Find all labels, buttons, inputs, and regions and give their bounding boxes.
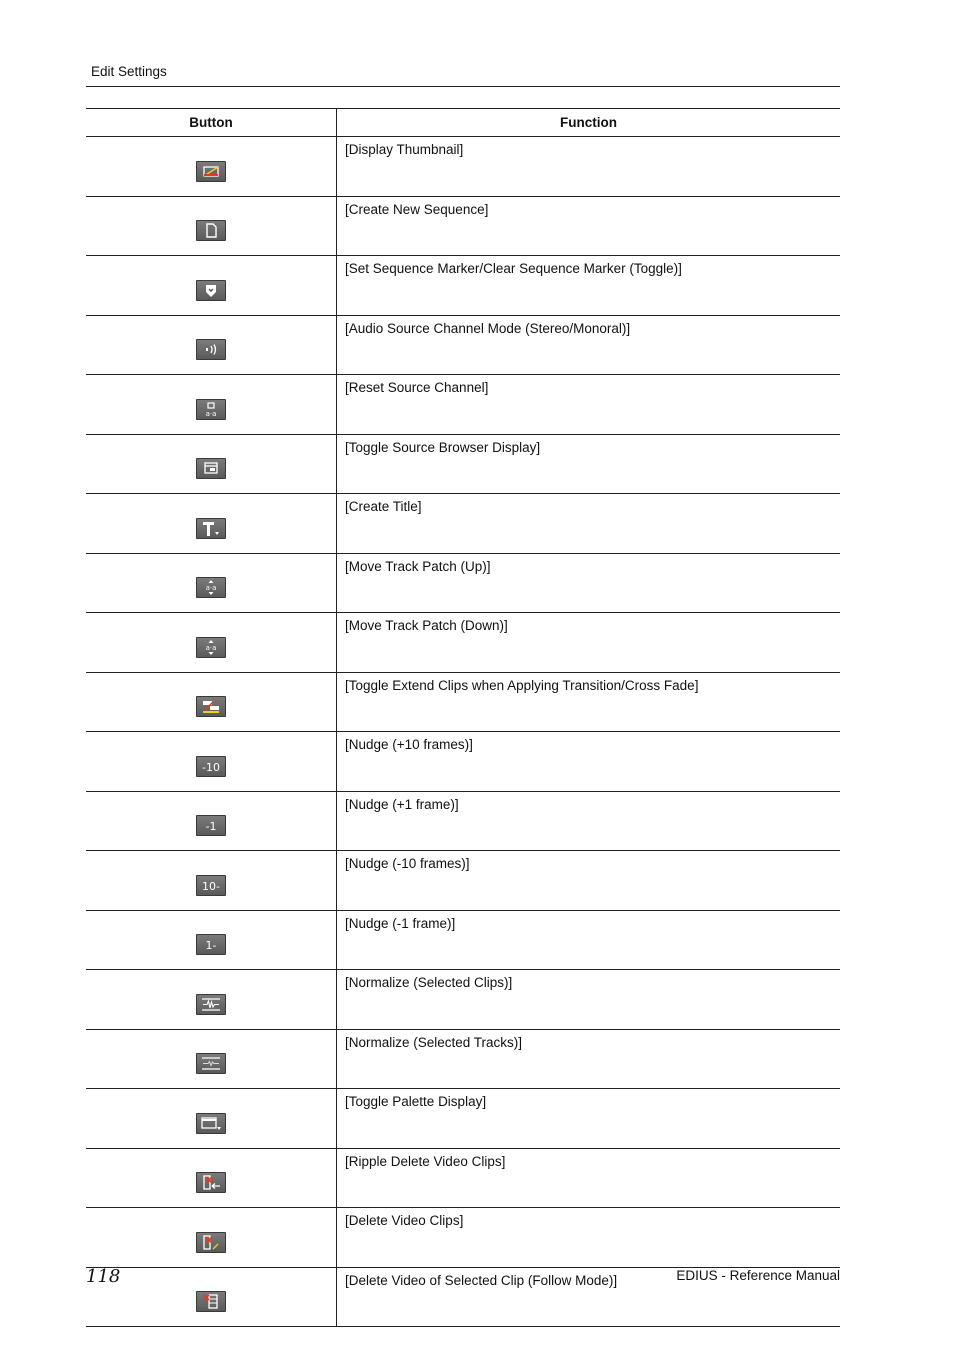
ripple-delete-video-icon xyxy=(196,1172,226,1193)
nudge-label: 1- xyxy=(205,939,217,953)
nudge-label: -10 xyxy=(202,760,220,774)
function-label: [Reset Source Channel] xyxy=(337,375,841,435)
function-label: [Normalize (Selected Tracks)] xyxy=(337,1029,841,1089)
nudge-minus-1-icon xyxy=(196,934,226,955)
function-label: [Toggle Palette Display] xyxy=(337,1089,841,1149)
page-number: 118 xyxy=(86,1266,121,1287)
normalize-tracks-icon xyxy=(196,1053,226,1074)
table-row xyxy=(86,315,840,375)
table-row xyxy=(86,851,840,911)
table-row xyxy=(86,970,840,1030)
function-label: [Move Track Patch (Up)] xyxy=(337,553,841,613)
table-row xyxy=(86,494,840,554)
svg-text:a·a: a·a xyxy=(205,584,217,593)
function-label: [Move Track Patch (Down)] xyxy=(337,613,841,673)
table-row xyxy=(86,1208,840,1268)
table-row xyxy=(86,137,840,197)
audio-channel-mode-icon xyxy=(196,339,226,360)
reset-source-channel-icon xyxy=(196,399,226,420)
source-browser-icon xyxy=(196,458,226,479)
extend-clips-icon xyxy=(196,696,226,717)
table-row xyxy=(86,553,840,613)
function-label: [Nudge (-10 frames)] xyxy=(337,851,841,911)
table-row xyxy=(86,613,840,673)
display-thumbnail-icon xyxy=(196,161,226,182)
function-label: [Create Title] xyxy=(337,494,841,554)
function-label: [Nudge (+10 frames)] xyxy=(337,732,841,792)
column-header-button: Button xyxy=(86,109,337,137)
function-label: [Delete Video of Selected Clip (Follow Mode)] xyxy=(337,1267,841,1327)
header-divider xyxy=(86,86,840,87)
function-label: [Set Sequence Marker/Clear Sequence Marker (Toggle)] xyxy=(337,256,841,316)
function-label: [Toggle Source Browser Display] xyxy=(337,434,841,494)
table-row xyxy=(86,256,840,316)
function-label: [Create New Sequence] xyxy=(337,196,841,256)
nudge-plus-1-icon xyxy=(196,815,226,836)
new-sequence-icon xyxy=(196,220,226,241)
table-row xyxy=(86,910,840,970)
function-label: [Nudge (+1 frame)] xyxy=(337,791,841,851)
running-header: Edit Settings xyxy=(91,64,167,79)
table-row xyxy=(86,196,840,256)
table-row xyxy=(86,672,840,732)
nudge-minus-10-icon xyxy=(196,875,226,896)
table-row xyxy=(86,434,840,494)
create-title-icon xyxy=(196,518,226,539)
function-label: [Normalize (Selected Clips)] xyxy=(337,970,841,1030)
function-label: [Audio Source Channel Mode (Stereo/Monoral)] xyxy=(337,315,841,375)
nudge-label: 10- xyxy=(202,879,220,893)
function-label: [Nudge (-1 frame)] xyxy=(337,910,841,970)
palette-display-icon xyxy=(196,1113,226,1134)
delete-video-icon xyxy=(196,1232,226,1253)
track-patch-down-icon xyxy=(196,637,226,658)
function-label: [Delete Video Clips] xyxy=(337,1208,841,1268)
function-label: [Display Thumbnail] xyxy=(337,137,841,197)
function-label: [Toggle Extend Clips when Applying Transition/Cross Fade] xyxy=(337,672,841,732)
table-row xyxy=(86,1029,840,1089)
nudge-label: -1 xyxy=(205,820,217,834)
table-header-row xyxy=(86,109,840,137)
table-row xyxy=(86,1148,840,1208)
nudge-plus-10-icon xyxy=(196,756,226,777)
track-patch-up-icon xyxy=(196,577,226,598)
table-row xyxy=(86,1089,840,1149)
button-function-table xyxy=(86,108,840,1327)
sequence-marker-icon xyxy=(196,280,226,301)
running-footer: EDIUS - Reference Manual xyxy=(676,1268,840,1283)
svg-text:a·a: a·a xyxy=(205,643,217,652)
delete-video-follow-icon xyxy=(196,1291,226,1312)
svg-text:a·a: a·a xyxy=(205,409,217,418)
normalize-clips-icon xyxy=(196,994,226,1015)
table-row xyxy=(86,375,840,435)
function-label: [Ripple Delete Video Clips] xyxy=(337,1148,841,1208)
table-row xyxy=(86,732,840,792)
table-row xyxy=(86,791,840,851)
column-header-function: Function xyxy=(337,109,841,137)
